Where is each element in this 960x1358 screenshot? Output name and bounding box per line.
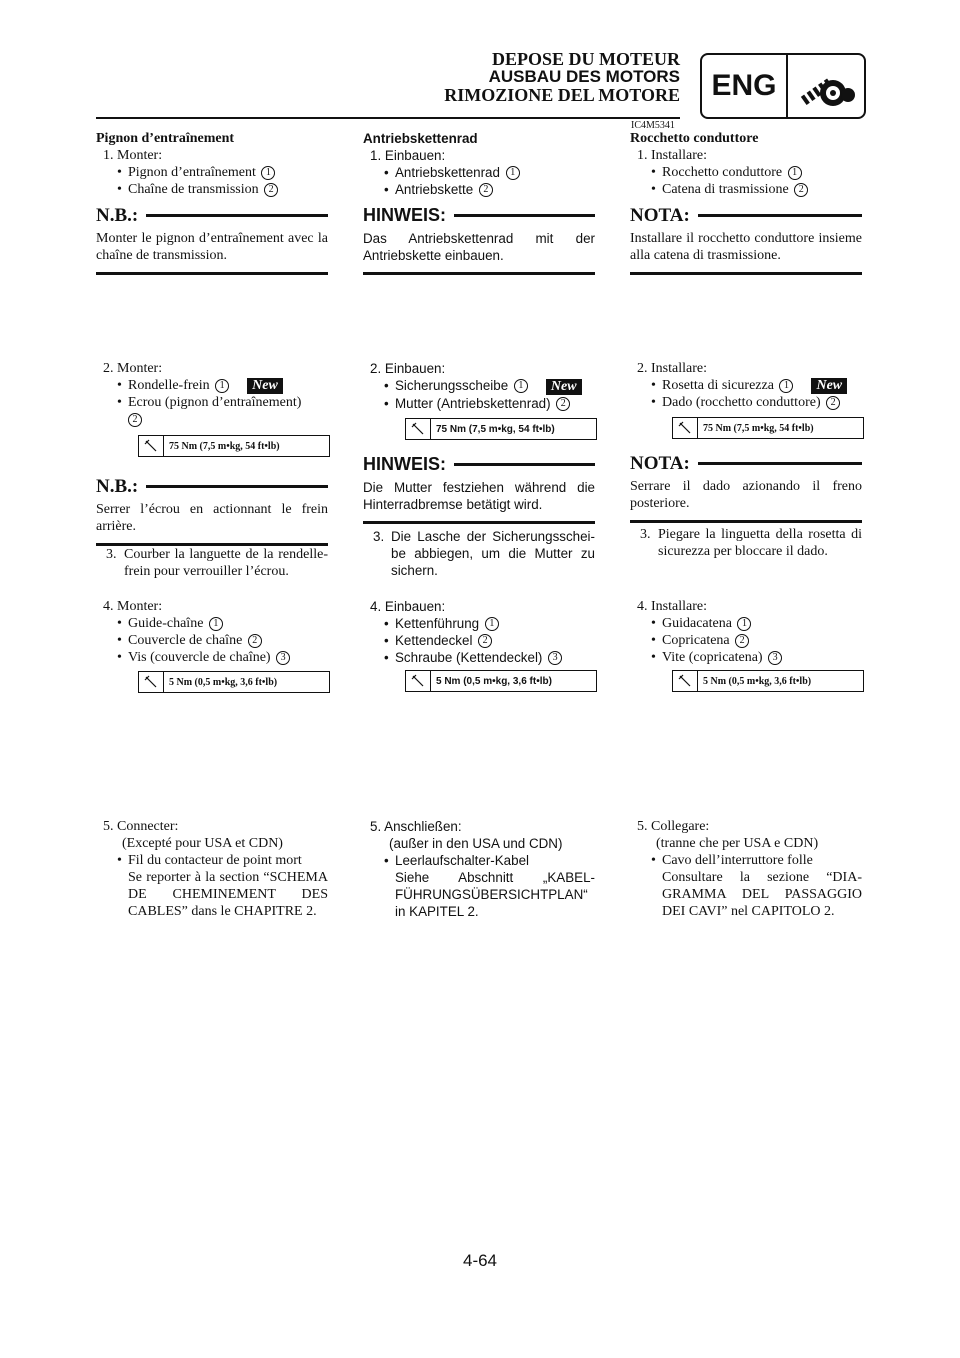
step-label: Einbauen: — [384, 599, 446, 614]
note-header: NOTA: — [630, 207, 862, 224]
list-item: • Ecrou (pignon d’entraînement) 2 — [96, 394, 328, 428]
list-item: • Schraube (Kettendeckel) 3 — [363, 649, 595, 666]
step-label: Monter: — [117, 361, 163, 376]
callout-marker: 2 — [479, 183, 493, 197]
list-item: • Rondelle-frein 1 New — [96, 377, 328, 394]
callout-marker: 1 — [215, 379, 229, 393]
list-item: • Pignon d’entraînement 1 — [96, 164, 328, 181]
callout-marker: 2 — [794, 183, 808, 197]
note-text: Die Mutter festziehen während die Hinterradbremse betätigt wird. — [363, 480, 595, 512]
list-item: • Mutter (Antriebskettenrad) 2 — [363, 395, 595, 412]
note-header: N.B.: — [96, 478, 328, 495]
torque-spec — [138, 671, 330, 693]
callout-marker: 3 — [276, 651, 290, 665]
step-3: 3. Die Lasche der Sicherungsscheibe abbiegen, um die Mutter zu sichern. — [373, 529, 595, 578]
heading-de: Antriebskettenrad — [363, 131, 478, 146]
torque-value: 75 Nm (7,5 m•kg, 54 ft•lb) — [169, 440, 280, 452]
header-rule — [96, 117, 680, 119]
callout-marker: 1 — [261, 166, 275, 180]
callout-marker: 2 — [248, 634, 262, 648]
page-number: 4-64 — [462, 1251, 498, 1270]
list-item: • Leerlaufschalter-Kabel — [363, 852, 595, 869]
note-text: Serrer l’écrou en actionnant le frein arrière. — [96, 502, 328, 534]
reference-text: Consultare la sezione “DIAGRAMMA DEL PASSAGGIO DEI CAVI” nel CAPITOLO 2. — [662, 870, 862, 919]
step-number: 1. — [103, 148, 114, 163]
step-subtext: (Excepté pour USA et CDN) — [122, 836, 283, 851]
step-label: Collegare: — [651, 819, 710, 834]
step-label: Monter: — [117, 148, 163, 163]
list-item: • Sicherungsscheibe 1 New — [363, 377, 595, 395]
torque-spec — [405, 418, 597, 440]
note-end-rule — [630, 520, 862, 523]
torque-wrench-icon — [406, 419, 431, 439]
callout-marker: 1 — [485, 617, 499, 631]
torque-value: 5 Nm (0,5 m•kg, 3,6 ft•lb) — [436, 675, 552, 687]
callout-marker: 2 — [826, 396, 840, 410]
callout-marker: 2 — [478, 634, 492, 648]
list-item: • Catena di trasmissione 2 — [630, 181, 862, 198]
note-text: Monter le pignon d’entraînement avec la chaîne de transmission. — [96, 231, 328, 263]
list-item: • Couvercle de chaîne 2 — [96, 632, 328, 649]
title-de: AUSBAU DES MOTORS — [488, 67, 680, 86]
list-item: • Chaîne de transmission 2 — [96, 181, 328, 198]
list-item: • Guide-chaîne 1 — [96, 615, 328, 632]
list-item: • Vite (copricatena) 3 — [630, 649, 862, 666]
list-item: • Cavo dell’interruttore folle — [630, 852, 862, 869]
torque-spec — [405, 670, 597, 692]
step-label: Anschließen: — [384, 819, 462, 834]
section-badge — [700, 53, 866, 119]
list-item: • Kettendeckel 2 — [363, 632, 595, 649]
torque-value: 5 Nm (0,5 m•kg, 3,6 ft•lb) — [703, 675, 812, 687]
section-badge-label: ENG — [702, 55, 788, 117]
reference-text: Siehe Abschnitt „KABELFÜHRUNGSÜBERSICHTPLAN“ in KAPITEL 2. — [395, 870, 595, 919]
title-it: RIMOZIONE DEL MOTORE — [444, 85, 680, 105]
list-item: • Copricatena 2 — [630, 632, 862, 649]
callout-marker: 2 — [735, 634, 749, 648]
note-text: Serrare il dado azionando il freno posteriore. — [630, 479, 862, 511]
list-item: • Guidacatena 1 — [630, 615, 862, 632]
list-item: • Rosetta di sicurezza 1 New — [630, 377, 862, 394]
callout-marker: 1 — [788, 166, 802, 180]
callout-marker: 1 — [506, 166, 520, 180]
torque-wrench-icon — [139, 436, 164, 456]
step-label: Installare: — [651, 361, 707, 376]
list-item: • Vis (couvercle de chaîne) 3 — [96, 649, 328, 666]
torque-spec — [138, 435, 330, 457]
step-label: Connecter: — [117, 819, 179, 834]
list-item: • Antriebskette 2 — [363, 181, 595, 198]
torque-wrench-icon — [673, 671, 698, 691]
note-end-rule — [363, 272, 595, 275]
callout-marker: 3 — [768, 651, 782, 665]
header-titles — [444, 50, 680, 104]
list-item: • Fil du contacteur de point mort — [96, 852, 328, 869]
new-badge: New — [546, 379, 582, 395]
callout-marker: 1 — [737, 617, 751, 631]
step-label: Einbauen: — [384, 361, 446, 376]
note-text: Das Antriebskettenrad mit der Antriebskette einbauen. — [363, 231, 595, 263]
callout-marker: 1 — [514, 379, 528, 393]
note-header: N.B.: — [96, 207, 328, 224]
note-header: HINWEIS: — [363, 456, 595, 473]
list-item: • Dado (rocchetto conduttore) 2 — [630, 394, 862, 411]
note-end-rule — [630, 272, 862, 275]
step-subtext: (tranne che per USA e CDN) — [656, 836, 819, 851]
note-header: NOTA: — [630, 455, 862, 472]
new-badge: New — [811, 378, 847, 394]
step-subtext: (außer in den USA und CDN) — [389, 836, 563, 851]
note-text: Installare il rocchetto conduttore insieme alla catena di trasmissione. — [630, 231, 862, 263]
step-label: Installare: — [651, 599, 707, 614]
callout-marker: 2 — [264, 183, 278, 197]
torque-value: 75 Nm (7,5 m•kg, 54 ft•lb) — [703, 422, 814, 434]
note-end-rule — [363, 521, 595, 524]
reference-code: IC4M5341 — [631, 120, 675, 131]
callout-marker: 1 — [779, 379, 793, 393]
list-item: • Rocchetto conduttore 1 — [630, 164, 862, 181]
torque-wrench-icon — [139, 672, 164, 692]
torque-wrench-icon — [673, 418, 698, 438]
callout-marker: 2 — [556, 397, 570, 411]
step-label: Einbauen: — [384, 148, 446, 163]
note-header: HINWEIS: — [363, 207, 595, 224]
torque-spec — [672, 417, 864, 439]
title-fr: DEPOSE DU MOTEUR — [491, 49, 680, 69]
torque-spec — [672, 670, 864, 692]
list-item: • Antriebskettenrad 1 — [363, 164, 595, 181]
reference-text: Se reporter à la section “SCHEMA DE CHEMINEMENT DES CABLES” dans le CHAPITRE 2. — [128, 870, 328, 919]
engine-icon — [788, 55, 864, 117]
step-label: Monter: — [117, 599, 163, 614]
note-end-rule — [96, 272, 328, 275]
callout-marker: 2 — [128, 413, 142, 427]
step-3: 3. Piegare la linguetta della rosetta di sicurezza per bloccare il dado. — [640, 527, 862, 559]
step-label: Installare: — [651, 148, 707, 163]
torque-value: 5 Nm (0,5 m•kg, 3,6 ft•lb) — [169, 676, 278, 688]
heading-fr: Pignon d’entraînement — [96, 131, 235, 146]
torque-value: 75 Nm (7,5 m•kg, 54 ft•lb) — [436, 423, 555, 435]
list-item: • Kettenführung 1 — [363, 615, 595, 632]
new-badge: New — [247, 378, 283, 394]
callout-marker: 1 — [209, 617, 223, 631]
torque-wrench-icon — [406, 671, 431, 691]
callout-marker: 3 — [548, 651, 562, 665]
heading-it: Rocchetto conduttore — [630, 131, 759, 146]
step-3: 3. Courber la languette de la rendelle-frein pour verrouiller l’écrou. — [106, 547, 328, 579]
